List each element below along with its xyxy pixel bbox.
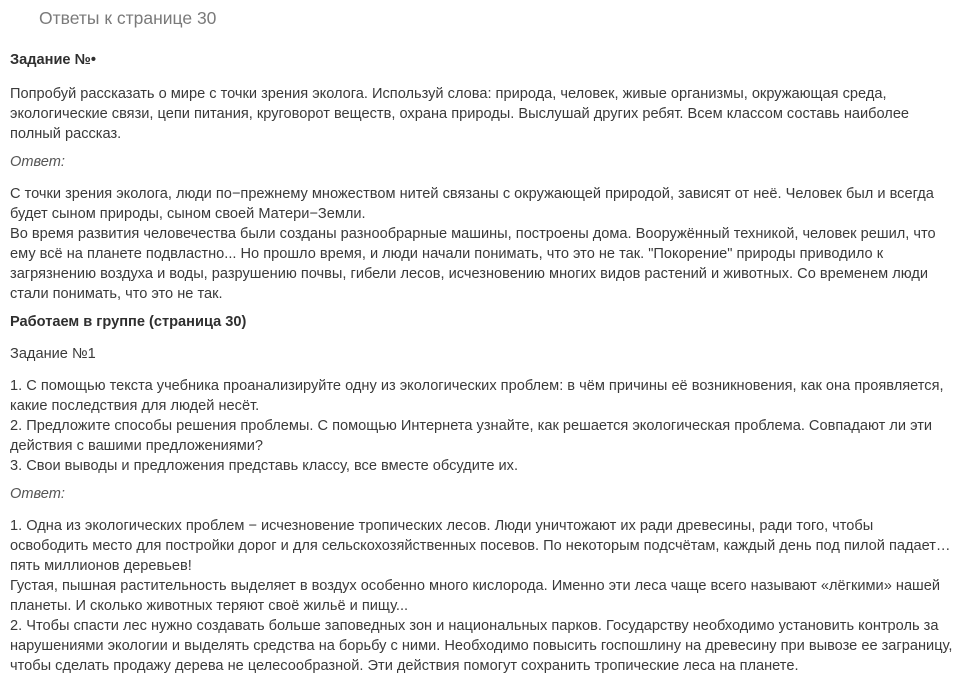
group-answer-paragraph: Густая, пышная растительность выделяет в воздух особенно много кислорода. Именно эти леса чаще всего называют «лёгкими» нашей планеты. И сколько животных теряют своё жильё и пищу...	[10, 578, 941, 614]
page	[0, 7, 966, 697]
group-answer	[10, 516, 954, 676]
group-task-title: Задание №1	[10, 346, 96, 362]
task1-heading: Задание №•	[10, 52, 96, 68]
group-question: 3. Свои выводы и предложения представь классу, все вместе обсудите их.	[10, 458, 519, 474]
group-question: 2. Предложите способы решения проблемы. С помощью Интернета узнайте, как решается экологическая проблема. Совпадают ли эти действия с вашими предложениями?	[10, 418, 933, 454]
task1-answer-paragraph: С точки зрения эколога, люди по−прежнему множеством нитей связаны с окружающей природой, зависят от неё. Человек был и всегда будет сыном природы, сыном своей Матери−Земли.	[10, 186, 934, 222]
task1-answer	[10, 184, 954, 304]
group-task-questions	[10, 376, 954, 476]
group-answer-label: Ответ:	[10, 486, 65, 502]
task1-answer-label: Ответ:	[10, 154, 65, 170]
group-answer-paragraph: 2. Чтобы спасти лес нужно создавать больше заповедных зон и национальных парков. Государству необходимо установить контроль за нарушениями экологии и выделять средства на борьбу с ними. Необходимо повысить госпошлину на древесину при вывозе ее заграницу, чтобы сделать продажу дерева не целесообразной. Эти действия помогут сохранить тропические леса на планете.	[10, 618, 953, 674]
task1-text: Попробуй рассказать о мире с точки зрения эколога. Используй слова: природа, человек, живые организмы, окружающая среда, экологические связи, цепи питания, круговорот веществ, охрана природы. Выслушай других ребят. Всем классом составь наиболее полный рассказ.	[10, 86, 910, 142]
group-work-heading: Работаем в группе (страница 30)	[10, 314, 247, 330]
page-title: Ответы к странице 30	[39, 8, 217, 28]
group-question: 1. С помощью текста учебника проанализируйте одну из экологических проблем: в чём причины её возникновения, как она проявляется, какие последствия для людей несёт.	[10, 378, 944, 414]
task1-answer-paragraph: Во время развития человечества были созданы разнообрарные машины, построены дома. Вооружённый техникой, человек решил, что ему всё на планете подвластно... Но прошло время, и люди начали понимать, что это не так. "Покорение" природы приводило к загрязнению воздуха и воды, разрушению почвы, гибели лесов, исчезновению многих видов растений и животных. Со временем люди стали понимать, что это не так.	[10, 226, 936, 302]
group-answer-paragraph: 1. Одна из экологических проблем − исчезновение тропических лесов. Люди уничтожают их ради древесины, ради того, чтобы освободить место для постройки дорог и для сельскохозяйственных посевов. По некоторым подсчётам, каждый день под пилой падает… пять миллионов деревьев!	[10, 518, 951, 574]
